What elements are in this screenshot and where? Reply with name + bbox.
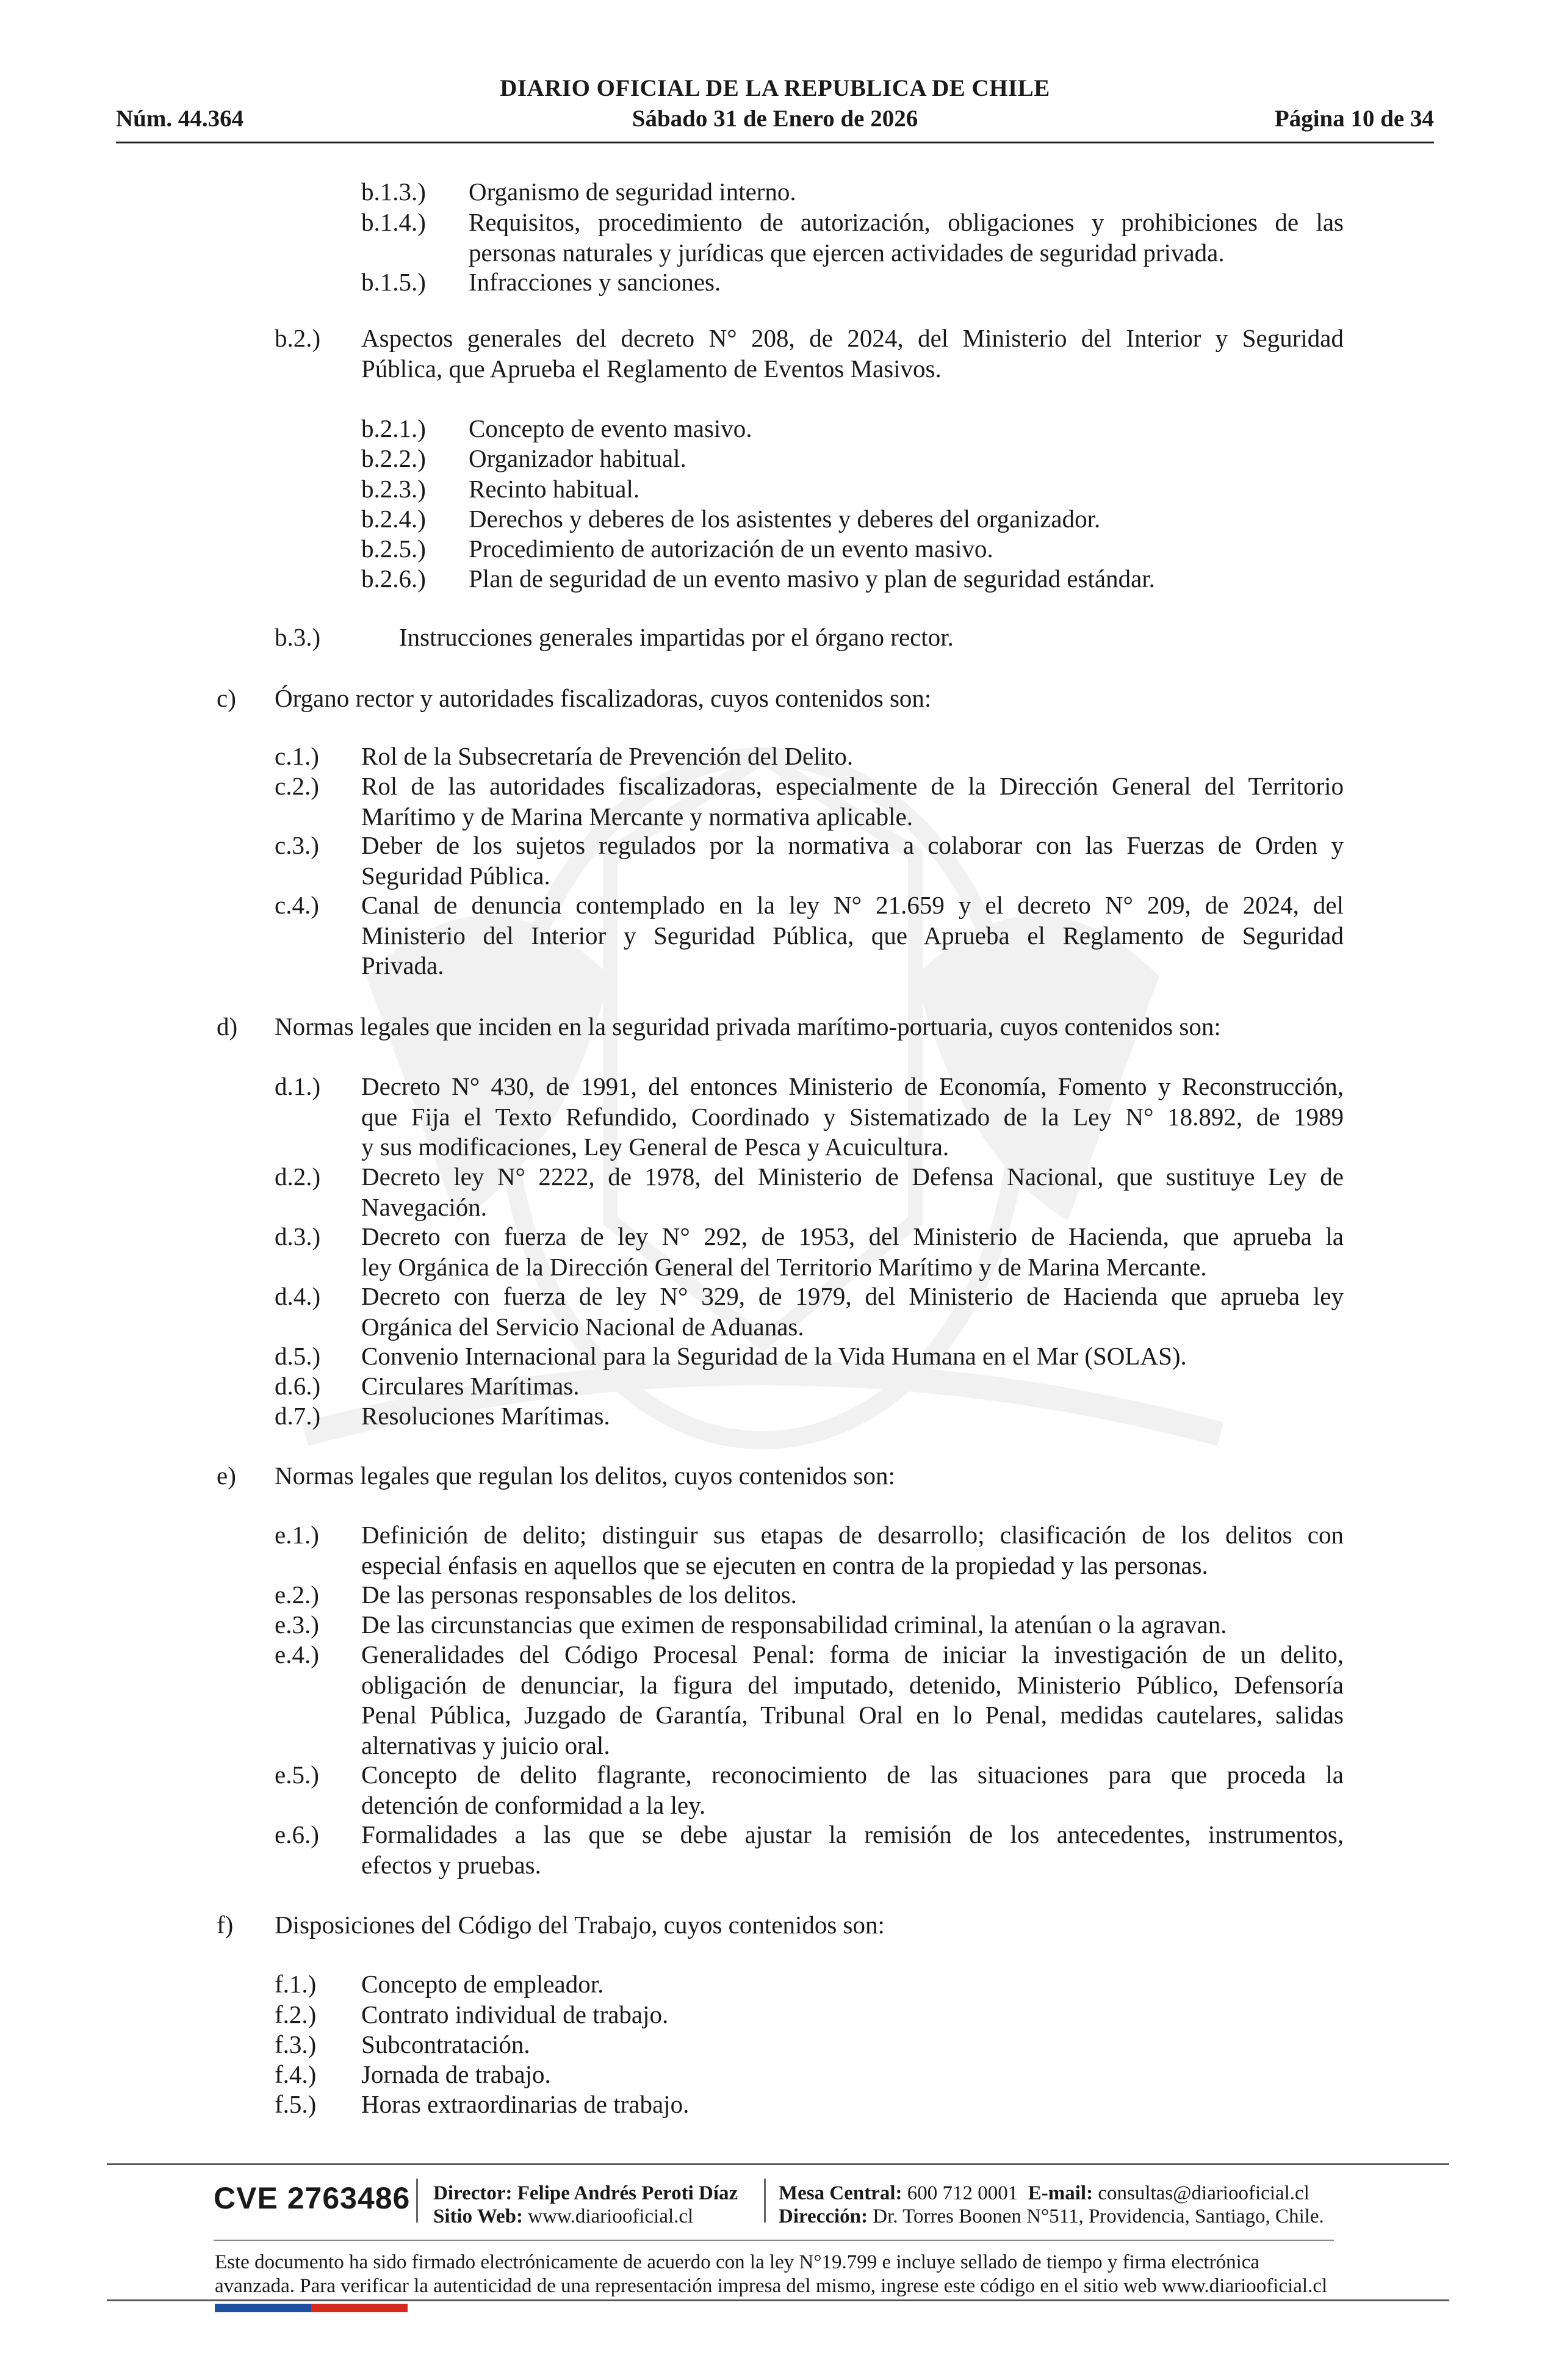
item-label: b.2.1.) [361,414,426,442]
item-label: e.2.) [275,1581,319,1609]
publication-title: DIARIO OFICIAL DE LA REPUBLICA DE CHILE [500,75,1050,101]
phone-label: Mesa Central: [779,2182,902,2204]
item-text-line: especial énfasis en aquellos que se ejecuten en contra de la propiedad y las personas. [361,1551,1208,1579]
director-info [433,2182,738,2205]
item-label: c.2.) [275,772,319,800]
item-text-line: Derechos y deberes de los asistentes y deberes del organizador. [469,505,1101,533]
item-label: e) [217,1462,236,1490]
item-text-line: Deber de los sujetos regulados por la normativa a colaborar con las Fuerzas de Orden y [361,831,1344,859]
item-label: d.4.) [275,1282,321,1310]
item-text-line: Seguridad Pública. [361,861,550,890]
item-text-line: Requisitos, procedimiento de autorización, obligaciones y prohibiciones de las [469,208,1344,236]
item-text-line: Procedimiento de autorización de un evento masivo. [469,535,993,563]
item-text-line: Concepto de evento masivo. [469,414,752,442]
item-text-line: Subcontratación. [361,2030,530,2058]
item-label: c) [217,684,236,712]
item-text-line: Organismo de seguridad interno. [469,178,796,206]
item-label: e.6.) [275,1820,319,1848]
item-text-line: Rol de las autoridades fiscalizadoras, especialmente de la Dirección General del Territorio [361,772,1344,800]
item-label: d.3.) [275,1222,321,1250]
item-text-line: Infracciones y sanciones. [469,268,721,296]
footer-separator [764,2179,766,2223]
item-label: c.4.) [275,891,319,919]
footer-divider-top [107,2163,1449,2165]
item-label: b.1.4.) [361,208,426,236]
item-text-line: De las circunstancias que eximen de responsabilidad criminal, la atenúan o la agravan. [361,1610,1227,1639]
page-number: Página 10 de 34 [1274,106,1434,132]
item-text-line: Resoluciones Marítimas. [361,1402,610,1430]
email-link[interactable]: consultas@diariooficial.cl [1098,2182,1309,2204]
website-label: Sitio Web: [433,2205,524,2227]
item-text-line: Órgano rector y autoridades fiscalizadoras, cuyos contenidos son: [275,684,932,712]
item-label: b.2.3.) [361,475,426,503]
item-label: f.5.) [275,2090,317,2118]
contact-info [779,2182,1309,2205]
item-text-line: Ministerio del Interior y Seguridad Pública, que Aprueba el Reglamento de Seguridad [361,921,1344,950]
signature-notice [215,2251,1331,2298]
item-text-line: Normas legales que inciden en la seguridad privada marítimo-portuaria, cuyos contenidos son: [275,1012,1221,1040]
item-text-line: que Fija el Texto Refundido, Coordinado y Sistematizado de la Ley N° 18.892, de 1989 [361,1102,1344,1131]
item-label: f.3.) [275,2030,317,2058]
item-text-line: Privada. [361,951,444,979]
item-label: d) [217,1012,238,1040]
item-text-line: obligación de denunciar, la figura del imputado, detenido, Ministerio Público, Defensoría [361,1670,1344,1699]
item-text-line: Horas extraordinarias de trabajo. [361,2090,690,2118]
item-text-line: Aspectos generales del decreto N° 208, de 2024, del Ministerio del Interior y Seguridad [361,324,1344,352]
item-text-line: Formalidades a las que se debe ajustar la remisión de los antecedentes, instrumentos, [361,1820,1344,1848]
footer-divider-mid [214,2240,1334,2241]
item-label: e.3.) [275,1610,319,1639]
item-label: b.1.5.) [361,268,426,296]
item-text-line: alternativas y juicio oral. [361,1731,610,1759]
item-label: e.1.) [275,1521,319,1549]
item-text-line: Concepto de empleador. [361,1970,604,1998]
item-text-line: Jornada de trabajo. [361,2060,551,2088]
issue-date: Sábado 31 de Enero de 2026 [632,106,918,132]
item-text-line: efectos y pruebas. [361,1850,541,1879]
item-text-line: Convenio Internacional para la Seguridad de la Vida Humana en el Mar (SOLAS). [361,1342,1187,1370]
item-text-line: detención de conformidad a la ley. [361,1790,706,1819]
item-text-line: Pública, que Aprueba el Reglamento de Eventos Masivos. [361,354,942,383]
item-text-line: ley Orgánica de la Dirección General del Territorio Marítimo y de Marina Mercante. [361,1252,1207,1281]
item-label: b.2.5.) [361,535,426,563]
item-text-line: Contrato individual de trabajo. [361,2000,669,2028]
item-text-line: personas naturales y jurídicas que ejercen actividades de seguridad privada. [469,238,1225,267]
item-text-line: Decreto con fuerza de ley N° 292, de 1953, del Ministerio de Hacienda, que aprueba la [361,1222,1344,1250]
address-label: Dirección: [779,2205,868,2227]
item-text-line: Plan de seguridad de un evento masivo y plan de seguridad estándar. [469,564,1155,593]
item-text-line: Definición de delito; distinguir sus etapas de desarrollo; clasificación de los delitos con [361,1521,1344,1549]
header-divider [116,142,1434,143]
item-label: f.1.) [275,1970,317,1998]
item-label: e.4.) [275,1640,319,1668]
item-text-line: Rol de la Subsecretaría de Prevención del Delito. [361,742,854,770]
item-text-line: Disposiciones del Código del Trabajo, cuyos contenidos son: [275,1911,885,1939]
item-text-line: Recinto habitual. [469,475,640,503]
issue-number: Núm. 44.364 [116,106,244,132]
item-text-line: Canal de denuncia contemplado en la ley N° 21.659 y el decreto N° 209, de 2024, del [361,891,1344,919]
item-label: d.2.) [275,1163,321,1191]
item-label: f.2.) [275,2000,317,2028]
item-text-line: Decreto con fuerza de ley N° 329, de 1979, del Ministerio de Hacienda que aprueba ley [361,1282,1344,1310]
item-text-line: Organizador habitual. [469,444,686,472]
footer-separator [416,2179,418,2223]
footer-divider-bottom [107,2299,1449,2301]
item-text-line: y sus modificaciones, Ley General de Pesca y Acuicultura. [361,1133,949,1161]
website-link[interactable]: www.diariooficial.cl [528,2205,694,2227]
item-text-line: Orgánica del Servicio Nacional de Aduanas. [361,1312,804,1341]
phone-value: 600 712 0001 [907,2182,1018,2204]
item-label: b.1.3.) [361,178,426,206]
item-text-line: De las personas responsables de los delitos. [361,1581,797,1609]
item-text-line: Instrucciones generales impartidas por el órgano rector. [399,623,954,651]
item-label: b.2.4.) [361,505,426,533]
item-label: d.1.) [275,1072,321,1100]
item-text-line: Generalidades del Código Procesal Penal: forma de iniciar la investigación de un delito, [361,1640,1344,1668]
item-text-line: Navegación. [361,1192,488,1221]
item-label: f.4.) [275,2060,317,2088]
item-label: b.3.) [275,623,321,651]
item-label: b.2.2.) [361,444,426,472]
email-label: E-mail: [1028,2182,1093,2204]
item-label: d.7.) [275,1402,321,1430]
address-value: Dr. Torres Boonen N°511, Providencia, Santiago, Chile. [873,2205,1324,2227]
item-text-line: Concepto de delito flagrante, reconocimiento de las situaciones para que proceda la [361,1761,1344,1789]
director-label: Director: [433,2182,513,2204]
flag-stripe-blue [215,2304,311,2312]
item-text-line: Marítimo y de Marina Mercante y normativa aplicable. [361,802,913,831]
item-label: d.6.) [275,1372,321,1400]
signature-notice-line-1: Este documento ha sido firmado electrónicamente de acuerdo con la ley N°19.799 e incluye sellado de tiempo y firma electrónica [215,2251,1260,2273]
item-text-line: Decreto ley N° 2222, de 1978, del Ministerio de Defensa Nacional, que sustituye Ley de [361,1163,1344,1191]
item-text-line: Penal Pública, Juzgado de Garantía, Tribunal Oral en lo Penal, medidas cautelares, salidas [361,1701,1344,1729]
page-header [116,73,1434,146]
cve-code: CVE 2763486 [214,2181,411,2215]
item-label: f) [217,1911,234,1939]
item-text-line: Decreto N° 430, de 1991, del entonces Ministerio de Economía, Fomento y Reconstrucción, [361,1072,1344,1100]
item-text-line: Circulares Marítimas. [361,1372,580,1400]
item-label: d.5.) [275,1342,321,1370]
website-info [433,2205,693,2228]
address-info [779,2205,1324,2228]
item-label: c.3.) [275,831,319,859]
item-label: c.1.) [275,742,319,770]
item-text-line: Normas legales que regulan los delitos, cuyos contenidos son: [275,1462,895,1490]
item-label: b.2.) [275,324,321,352]
item-label: e.5.) [275,1761,319,1789]
signature-notice-line-2: avanzada. Para verificar la autenticidad de una representación impresa del mismo, ingrese este código en el sitio web www.diariooficial.cl [215,2275,1328,2297]
flag-stripe-red [311,2304,408,2312]
director-name: Felipe Andrés Peroti Díaz [517,2182,738,2204]
item-label: b.2.6.) [361,564,426,593]
